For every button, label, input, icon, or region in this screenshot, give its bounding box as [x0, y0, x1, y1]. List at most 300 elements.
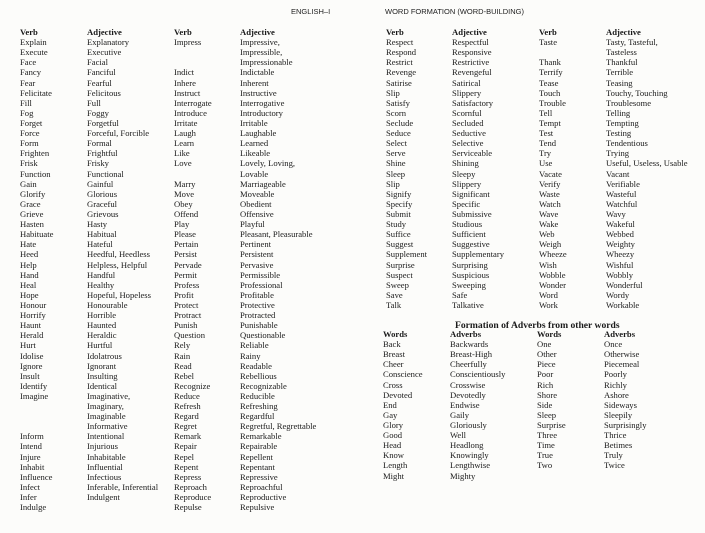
word-entry: Terrible: [606, 67, 634, 78]
word-entry: Glory: [383, 419, 404, 430]
word-entry: Marriageable: [240, 178, 286, 189]
word-entry: Laughable: [240, 128, 277, 139]
word-entry: Vacant: [606, 168, 630, 179]
word-entry: Repress: [174, 471, 202, 482]
word-entry: Honour: [20, 299, 47, 310]
word-entry: Repressive: [240, 471, 278, 482]
word-entry: Save: [386, 289, 403, 300]
word-entry: Insult: [20, 370, 40, 381]
word-entry: Head: [383, 440, 402, 451]
word-entry: Instruct: [174, 87, 201, 98]
word-entry: Impressible,: [240, 47, 283, 58]
word-entry: Forget: [20, 117, 43, 128]
word-entry: Facial: [87, 57, 108, 68]
header-right: WORD FORMATION (WORD-BUILDING): [385, 7, 525, 16]
word-entry: Regretful, Regrettable: [240, 421, 317, 432]
word-entry: Signify: [386, 188, 412, 199]
word-entry: Surprise: [386, 259, 415, 270]
word-entry: Haunt: [20, 320, 42, 331]
word-entry: True: [537, 450, 553, 461]
word-entry: Heal: [20, 279, 37, 290]
column-heading: Verb: [386, 27, 404, 37]
word-entry: Test: [539, 128, 554, 139]
word-entry: Help: [20, 259, 37, 270]
column-heading: Verb: [174, 27, 192, 37]
word-entry: Habituate: [20, 229, 54, 240]
word-entry: Shining: [452, 158, 479, 169]
word-entry: Specify: [386, 198, 413, 209]
word-entry: Interrogate: [174, 97, 212, 108]
word-entry: Revenge: [386, 67, 417, 78]
word-entry: Endwise: [450, 399, 480, 410]
word-entry: Irritate: [174, 117, 198, 128]
word-entry: Inhabit: [20, 461, 45, 472]
word-entry: Obey: [174, 198, 193, 209]
word-entry: Reproachful: [240, 481, 283, 492]
word-entry: Reproductive: [240, 492, 287, 503]
word-entry: Imaginary,: [87, 401, 124, 412]
word-entry: Once: [604, 339, 623, 350]
word-entry: Suffice: [386, 229, 411, 240]
word-entry: Satisfactory: [452, 97, 494, 108]
word-entry: Seclude: [386, 117, 414, 128]
word-entry: Gloriously: [450, 419, 487, 430]
word-entry: Repair: [174, 441, 197, 452]
word-entry: Surprising: [452, 259, 488, 270]
word-entry: Wonderful: [606, 279, 643, 290]
word-entry: Hateful: [87, 239, 113, 250]
word-entry: Regard: [174, 411, 199, 422]
word-entry: Recognizable: [240, 380, 287, 391]
word-entry: Conscience: [383, 369, 423, 380]
word-entry: Introduce: [174, 107, 207, 118]
word-entry: Introductory: [240, 107, 283, 118]
word-entry: Felicitous: [87, 87, 121, 98]
word-entry: Fog: [20, 107, 34, 118]
word-entry: Persistent: [240, 249, 274, 260]
word-entry: Satisfy: [386, 97, 410, 108]
word-entry: Serve: [386, 148, 406, 159]
adverbs-words-column: [383, 329, 423, 481]
right-adjective-column: [452, 27, 504, 310]
word-entry: Protracted: [240, 310, 276, 321]
word-entry: Use: [539, 158, 553, 169]
word-entry: Crosswise: [450, 379, 486, 390]
word-entry: Telling: [606, 107, 631, 118]
word-entry: Wordy: [606, 289, 630, 300]
word-entry: Rich: [537, 379, 554, 390]
word-entry: Love: [174, 158, 192, 169]
word-entry: Indict: [174, 67, 195, 78]
word-entry: Inherent: [240, 77, 269, 88]
word-entry: Hurtful: [87, 340, 113, 351]
word-entry: Might: [383, 470, 405, 481]
word-entry: [174, 57, 212, 67]
word-entry: Infect: [20, 481, 41, 492]
word-entry: Hand: [20, 269, 39, 280]
word-entry: Lovable: [240, 168, 269, 179]
word-entry: Regret: [174, 421, 197, 432]
word-entry: [539, 47, 567, 57]
column-heading: Words: [383, 329, 408, 339]
word-entry: Shore: [537, 389, 558, 400]
word-entry: Repellent: [240, 451, 273, 462]
word-entry: Wishful: [606, 259, 634, 270]
word-entry: Inform: [20, 431, 44, 442]
word-entry: Talk: [386, 299, 402, 310]
word-entry: Reliable: [240, 340, 269, 351]
word-entry: Suggestive: [452, 239, 490, 250]
word-entry: Repulse: [174, 502, 202, 513]
word-entry: Hopeful, Hopeless: [87, 289, 151, 300]
word-entry: Refresh: [174, 401, 201, 412]
word-entry: Healthy: [87, 279, 115, 290]
word-entry: Intend: [20, 441, 42, 452]
word-entry: Trying: [606, 148, 630, 159]
word-entry: Slippery: [452, 178, 482, 189]
word-entry: Persist: [174, 249, 197, 260]
word-entry: Tell: [539, 107, 553, 118]
word-entry: Reducible: [240, 390, 275, 401]
word-entry: Backwards: [450, 339, 489, 350]
word-entry: Shine: [386, 158, 406, 169]
word-entry: Taste: [539, 37, 558, 48]
word-entry: Revengeful: [452, 67, 492, 78]
word-entry: Studious: [452, 219, 483, 230]
word-entry: Hasty: [87, 219, 108, 230]
word-entry: Sweeping: [452, 279, 486, 290]
word-entry: Please: [174, 229, 196, 240]
word-entry: Repentant: [240, 461, 275, 472]
word-entry: Interrogative: [240, 97, 285, 108]
word-entry: Move: [174, 188, 195, 199]
word-entry: Waste: [539, 188, 560, 199]
word-entry: Protect: [174, 299, 199, 310]
word-entry: Gay: [383, 409, 398, 420]
word-entry: Rainy: [240, 350, 261, 361]
word-entry: Pervade: [174, 259, 202, 270]
word-entry: Useful, Useless, Usable: [606, 158, 688, 169]
word-entry: Tasty, Tasteful,: [606, 37, 658, 48]
word-entry: Talkative: [452, 299, 484, 310]
word-entry: Inferable, Inferential: [87, 481, 159, 492]
word-entry: Offensive: [240, 208, 274, 219]
word-entry: Surprisingly: [604, 419, 647, 430]
word-entry: Full: [87, 97, 101, 108]
word-entry: Glorious: [87, 188, 118, 199]
word-entry: Rebellious: [240, 370, 277, 381]
word-entry: Wheezy: [606, 249, 635, 260]
word-entry: Habitual: [87, 229, 117, 240]
word-entry: Web: [539, 229, 555, 240]
word-entry: Injure: [20, 451, 41, 462]
word-entry: Protract: [174, 310, 202, 321]
word-entry: Profess: [174, 279, 200, 290]
column-heading: Words: [537, 329, 562, 339]
word-entry: Wobble: [539, 269, 566, 280]
word-entry: [20, 401, 53, 411]
word-entry: Execute: [20, 47, 48, 58]
word-entry: [174, 47, 212, 57]
word-entry: Serviceable: [452, 148, 493, 159]
word-entry: Piecemeal: [604, 359, 640, 370]
word-entry: Satirical: [452, 77, 481, 88]
adverbs-section-title: Formation of Adverbs from other words: [455, 320, 620, 331]
word-entry: Hate: [20, 239, 37, 250]
word-entry: [174, 169, 212, 179]
word-entry: Idolatrous: [87, 350, 122, 361]
word-entry: Forgetful: [87, 117, 119, 128]
word-entry: Sufficient: [452, 229, 486, 240]
word-entry: Testing: [606, 128, 632, 139]
word-entry: Permit: [174, 269, 197, 280]
word-entry: Conscientiously: [450, 369, 506, 380]
right-adjective-column-2: [606, 27, 688, 310]
word-entry: Pleasant, Pleasurable: [240, 229, 313, 240]
word-entry: Impressive,: [240, 37, 280, 48]
word-entry: Side: [537, 399, 553, 410]
word-entry: Seduce: [386, 128, 411, 139]
word-entry: Read: [174, 360, 192, 371]
word-entry: Suspicious: [452, 269, 490, 280]
word-entry: Teasing: [606, 77, 633, 88]
word-entry: Twice: [604, 460, 625, 471]
column-heading: Adjective: [606, 27, 641, 37]
word-entry: Back: [383, 339, 401, 350]
word-entry: Regardful: [240, 411, 275, 422]
word-entry: Recognize: [174, 380, 211, 391]
column-heading: Adjective: [240, 27, 275, 37]
word-entry: Repulsive: [240, 502, 275, 513]
word-entry: Herald: [20, 330, 44, 341]
word-entry: Verifiable: [606, 178, 640, 189]
word-entry: Wobbly: [606, 269, 633, 280]
word-entry: [20, 411, 53, 421]
word-entry: One: [537, 339, 552, 350]
word-entry: Devoted: [383, 389, 413, 400]
word-entry: Wave: [539, 208, 559, 219]
word-entry: Influential: [87, 461, 123, 472]
word-entry: Horrible: [87, 310, 117, 321]
word-entry: Graceful: [87, 198, 118, 209]
word-entry: Poorly: [604, 369, 627, 380]
word-entry: Respond: [386, 47, 417, 58]
word-entry: Poor: [537, 369, 554, 380]
word-entry: Satirise: [386, 77, 412, 88]
word-entry: Selective: [452, 138, 484, 149]
word-entry: Restrict: [386, 57, 413, 68]
word-entry: Indulgent: [87, 492, 120, 503]
word-entry: Offend: [174, 208, 199, 219]
word-entry: Likeable: [240, 148, 271, 159]
word-entry: Inhabitable: [87, 451, 126, 462]
word-entry: Explanatory: [87, 37, 129, 48]
word-entry: Sleep: [537, 409, 557, 420]
word-entry: Haunted: [87, 320, 117, 331]
word-entry: Wake: [539, 219, 559, 230]
word-entry: Hope: [20, 289, 39, 300]
word-entry: Sleepy: [452, 168, 476, 179]
word-entry: Know: [383, 450, 405, 461]
word-entry: Impressionable: [240, 57, 293, 68]
word-entry: Profit: [174, 289, 194, 300]
word-entry: Identical: [87, 380, 118, 391]
word-entry: Rebel: [174, 370, 195, 381]
word-entry: Supplement: [386, 249, 428, 260]
word-entry: Sweep: [386, 279, 409, 290]
word-entry: Workable: [606, 299, 640, 310]
word-entry: Tempting: [606, 117, 639, 128]
word-entry: Tasteless: [606, 47, 637, 58]
word-entry: Infectious: [87, 471, 122, 482]
word-entry: Heed: [20, 249, 39, 260]
word-entry: Force: [20, 128, 40, 139]
word-entry: Pertain: [174, 239, 199, 250]
word-entry: Piece: [537, 359, 556, 370]
word-entry: Repent: [174, 461, 199, 472]
word-entry: Impress: [174, 37, 202, 48]
word-entry: Gaily: [450, 409, 470, 420]
adverbs-words-column-2: [537, 329, 566, 471]
word-entry: Hasten: [20, 219, 44, 230]
word-entry: Executive: [87, 47, 122, 58]
word-entry: Webbed: [606, 229, 634, 240]
word-entry: Instructive: [240, 87, 277, 98]
word-entry: Breast: [383, 349, 405, 360]
word-entry: Weighty: [606, 239, 635, 250]
column-heading: Adjective: [452, 27, 487, 37]
word-entry: Irritable: [240, 117, 268, 128]
word-entry: Professional: [240, 279, 283, 290]
word-entry: Seductive: [452, 128, 486, 139]
word-entry: Imaginative,: [87, 390, 131, 401]
word-entry: Idolise: [20, 350, 44, 361]
right-verb-column-2: [539, 27, 567, 310]
word-entry: Thank: [539, 57, 561, 68]
word-entry: Remark: [174, 431, 202, 442]
word-entry: Scorn: [386, 107, 407, 118]
word-entry: Work: [539, 299, 558, 310]
word-entry: Richly: [604, 379, 627, 390]
word-entry: Heraldic: [87, 330, 117, 341]
word-entry: Touchy, Touching: [606, 87, 668, 98]
word-entry: Significant: [452, 188, 490, 199]
word-entry: Time: [537, 440, 555, 451]
word-entry: Insulting: [87, 370, 118, 381]
word-entry: Sleep: [386, 168, 406, 179]
word-entry: Fill: [20, 97, 32, 108]
word-entry: Infer: [20, 492, 37, 503]
word-entry: Moveable: [240, 188, 275, 199]
word-entry: Repel: [174, 451, 195, 462]
word-entry: Remarkable: [240, 431, 282, 442]
word-entry: [20, 421, 53, 431]
word-entry: Sleepily: [604, 409, 633, 420]
adverbs-adverbs-column-2: [604, 329, 647, 471]
word-entry: Marry: [174, 178, 196, 189]
word-entry: Permissible: [240, 269, 281, 280]
word-entry: Two: [537, 460, 553, 471]
word-entry: Other: [537, 349, 557, 360]
word-entry: Injurious: [87, 441, 119, 452]
word-entry: Tendentious: [606, 138, 648, 149]
word-entry: Wavy: [606, 208, 626, 219]
word-entry: Knowingly: [450, 450, 489, 461]
word-entry: Select: [386, 138, 407, 149]
header-left: ENGLISH–I: [291, 7, 331, 16]
word-entry: Breast-High: [450, 349, 493, 360]
word-entry: Restrictive: [452, 57, 490, 68]
word-entry: Identify: [20, 380, 48, 391]
word-entry: Refreshing: [240, 401, 278, 412]
word-entry: Intentional: [87, 431, 125, 442]
word-entry: Wish: [539, 259, 557, 270]
word-entry: Devotedly: [450, 389, 486, 400]
word-entry: Punish: [174, 320, 198, 331]
left-verb-column: [20, 27, 53, 512]
right-verb-column: [386, 27, 427, 310]
word-entry: Mighty: [450, 470, 476, 481]
column-heading: Verb: [539, 27, 557, 37]
word-entry: Ashore: [604, 389, 629, 400]
word-entry: Suggest: [386, 239, 414, 250]
word-entry: Frighten: [20, 148, 50, 159]
word-entry: Profitable: [240, 289, 274, 300]
word-entry: Glorify: [20, 188, 46, 199]
word-entry: Tempt: [539, 117, 561, 128]
word-entry: Questionable: [240, 330, 286, 341]
word-entry: Submissive: [452, 208, 492, 219]
word-entry: Word: [539, 289, 558, 300]
word-entry: Felicitate: [20, 87, 52, 98]
word-entry: Formal: [87, 138, 112, 149]
word-entry: Watchful: [606, 198, 638, 209]
word-entry: Lovely, Loving,: [240, 158, 296, 169]
word-entry: Sideways: [604, 399, 637, 410]
column-heading: Adjective: [87, 27, 122, 37]
word-entry: Touch: [539, 87, 561, 98]
word-entry: Imaginable: [87, 411, 126, 422]
word-entry: Frisk: [20, 158, 38, 169]
column-heading: Verb: [20, 27, 38, 37]
left-adjective-column: [87, 27, 158, 502]
word-entry: Well: [450, 430, 467, 441]
word-entry: Hurt: [20, 340, 36, 351]
word-entry: Verify: [539, 178, 561, 189]
word-entry: Responsive: [452, 47, 492, 58]
word-entry: Trouble: [539, 97, 566, 108]
word-entry: Gain: [20, 178, 37, 189]
word-entry: Honourable: [87, 299, 128, 310]
word-entry: Indulge: [20, 502, 47, 513]
word-entry: Gainful: [87, 178, 114, 189]
word-entry: Imagine: [20, 390, 49, 401]
word-entry: Terrify: [539, 67, 563, 78]
word-entry: Wonder: [539, 279, 566, 290]
word-entry: Thankful: [606, 57, 638, 68]
word-entry: Specific: [452, 198, 481, 209]
word-entry: Explain: [20, 37, 47, 48]
word-entry: Weigh: [539, 239, 562, 250]
word-entry: Truly: [604, 450, 623, 461]
word-entry: Pertinent: [240, 239, 272, 250]
adverbs-adverbs-column: [450, 329, 505, 481]
word-entry: Reduce: [174, 390, 200, 401]
word-entry: Ignorant: [87, 360, 117, 371]
word-entry: Rely: [174, 340, 191, 351]
word-entry: Question: [174, 330, 206, 341]
word-entry: Try: [539, 148, 552, 159]
